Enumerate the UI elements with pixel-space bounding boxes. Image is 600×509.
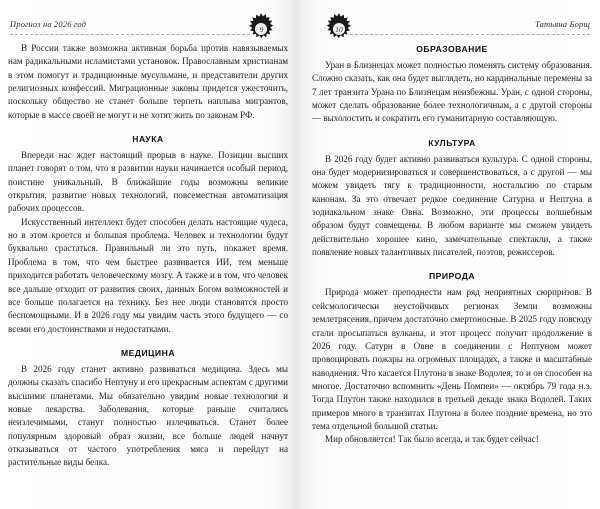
section-heading-priroda: ПРИРОДА: [428, 271, 476, 282]
left-header-rule: [10, 34, 250, 35]
section-heading-kultura: КУЛЬТУРА: [428, 137, 476, 148]
section-heading-obrazovanie: ОБРАЗОВАНИЕ: [416, 44, 488, 54]
paragraph: В 2026 году будет активно развиваться культура. С одной стороны, она будет модернизироваться и совершенствоваться, а с другой — мы можем увидеть тягу к традиционности, ностальгию по старым канонам. За это отвечает редкое соединение Сатурна и Нептуна в зодиакальном знаке Овна. Возможно, эти процессы волшебным образом будут совмещены. В любом варианте мы сможем увидеть действительно хорошее кино, замечательные спектакли, а также появление новых талантливых писателей, поэтов, режиссеров.: [312, 153, 592, 258]
right-folio-badge: [322, 12, 356, 46]
right-page-number: 10: [335, 24, 343, 34]
left-page-number: 9: [259, 24, 264, 34]
left-page-running-head: [8, 10, 288, 40]
right-running-head-author: Татьяна Борщ: [535, 19, 590, 29]
right-page-running-head: [312, 10, 592, 40]
section-heading-medicina: МЕДИЦИНА: [120, 347, 176, 358]
left-folio-badge: [244, 12, 278, 46]
right-header-rule: [350, 34, 590, 35]
paragraph: Уран в Близнецах может полностью поменять систему образования. Сложно сказать, как она будет выглядеть, но кардинальные перемены за 7 лет транзита Урана по Близнецам неизбежны. Уран, с одной стороны, может сделать образование более технологичным, а с другой стороны — выхолостить и сократить его гуманитарную составляющую.: [312, 60, 592, 124]
paragraph: Природа может преподнести нам ряд неприятных сюрпризов. В сейсмологически неустойчивых регионах Земли возможны землетрясения, причем достаточно смертоносные. В 2025 году повсюду стали просыпаться вулканы, и этот процесс получит продолжение в 2026 году. Сатурн в Овне в соединении с Нептуном может провоцировать пожары на огромных площадях, а также и масштабные наводнения. Что касается Плутона в знаке Водолея, то и он способен на многое. Достаточно вспомнить «День Помпеи» — октябрь 79 года н.э. Тогда Плутон также находился в третьей декаде знака Водолей. Таких примеров много в транзитах Плутона в более поздние времена, но это тема отдельной большой статьи.: [312, 287, 592, 431]
section-heading-nauka: НАУКА: [132, 134, 164, 145]
right-page: [300, 0, 600, 509]
paragraph: В России также возможна активная борьба против навязываемых нам радикальными исламистами установок. Православным христианам в этом помогут и традиционные мусульмане, и представители других религиозных конфессий. Миграционные законы придется ужесточить, поскольку общество не станет больше терпеть наплыва мигрантов, которые в массе своей не могут и не хотят жить по законам РФ.: [8, 43, 288, 120]
paragraph: Мир обновляется! Так было всегда, и так будет сейчас!: [325, 434, 539, 445]
paragraph: В 2026 году станет активно развиваться медицина. Здесь мы должны сказать спасибо Нептуну и его прекрасным аспектам с другими высшими планетами. Мы обязательно увидим новые технологии и новые лекарства. Заболевания, которые раньше считались неизлечимыми, станут полностью излечиваться. Станет более популярным здоровый образ жизни, все больше людей начнут отказываться от частого употребления мяса и перейдут на растительные виды белка.: [8, 363, 288, 468]
left-running-head-title: Прогноз на 2026 год: [10, 19, 87, 29]
left-column: [8, 40, 288, 470]
right-column: [312, 40, 592, 447]
paragraph: Искусственный интеллект будет способен делать настоящие чудеса, но в этом кроется и большая проблема. Человек и технологии будут буквально срастаться. Правильный ли это путь, покажет время. Проблема в том, что чем быстрее развивается ИИ, тем меньше приходится работать человеческому мозгу. А также и в том, что человек все дальше отходит от развития своих, данных Богом возможностей и все больше полагается на технику. Без нее люди становятся просто беспомощными. И в 2026 году мы увидим часть этого будущего — со всеми его достоинствами и недостатками.: [8, 216, 288, 334]
paragraph: Впереди нас ждет настоящий прорыв в науке. Позиции высших планет говорят о том, что в развитии науки начинается особый период, поистине уникальный. В ближайшие годы возможны великие открытия, развитие новых технологий, повсеместная автоматизация рабочих процессов.: [8, 150, 288, 214]
